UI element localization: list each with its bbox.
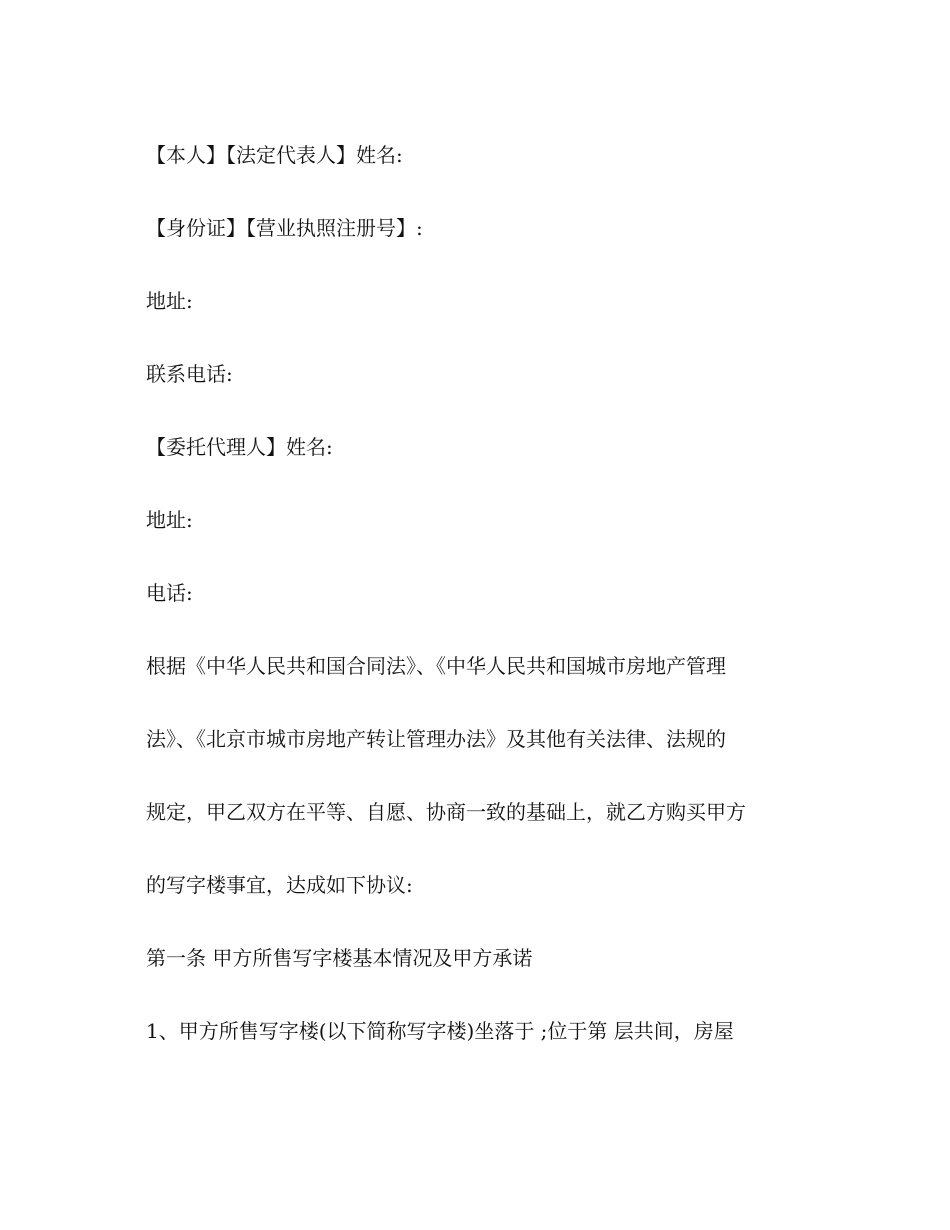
preamble-line-1: 根据《中华人民共和国合同法》、《中华人民共和国城市房地产管理 <box>146 654 726 678</box>
agent-address-line: 地址: <box>146 508 193 532</box>
article-one-clause-1: 1、甲方所售写字楼(以下简称写字楼)坐落于 ;位于第 层共间，房屋 <box>146 1019 734 1043</box>
preamble-line-3: 规定，甲乙双方在平等、自愿、协商一致的基础上，就乙方购买甲方 <box>146 800 746 824</box>
agent-name-line: 【委托代理人】姓名: <box>146 435 333 459</box>
preamble-line-4: 的写字楼事宜，达成如下协议: <box>146 873 413 897</box>
preamble-line-2: 法》、《北京市城市房地产转让管理办法》及其他有关法律、法规的 <box>146 727 726 751</box>
party-id-line: 【身份证】【营业执照注册号】: <box>146 216 423 240</box>
party-phone-line: 联系电话: <box>146 362 233 386</box>
agent-phone-line: 电话: <box>146 581 193 605</box>
article-one-heading: 第一条 甲方所售写字楼基本情况及甲方承诺 <box>146 946 533 970</box>
party-name-line: 【本人】【法定代表人】姓名: <box>146 143 403 167</box>
party-address-line: 地址: <box>146 289 193 313</box>
